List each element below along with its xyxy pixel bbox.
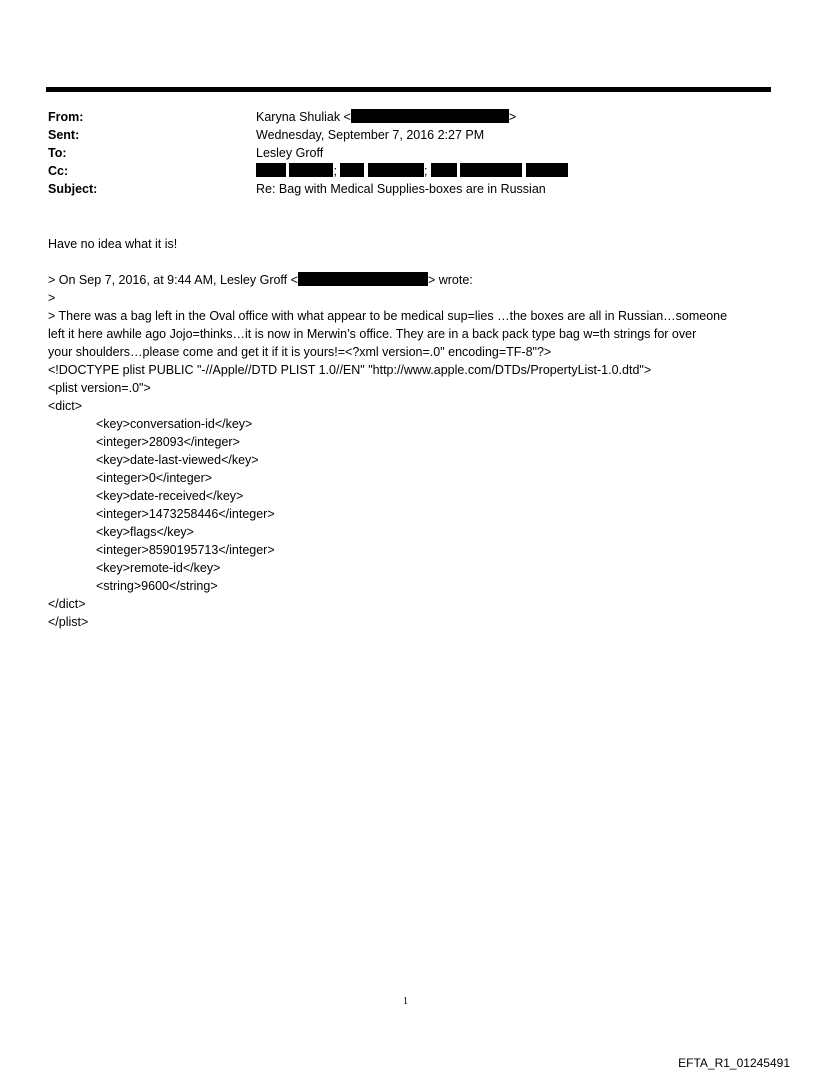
- redaction-bar: [368, 163, 424, 177]
- plist-line: <integer>8590195713</integer>: [96, 543, 275, 557]
- plist-close: </plist>: [48, 615, 89, 629]
- from-close: >: [508, 110, 517, 124]
- quote-line: > There was a bag left in the Oval office with what appear to be medical sup=lies …the boxes are all in Russian…someone: [48, 309, 728, 323]
- cc-label: Cc:: [48, 164, 69, 178]
- cc-separator: ;: [423, 164, 428, 178]
- cc-separator: ;: [333, 164, 337, 178]
- from-name: Karyna Shuliak <: [256, 110, 351, 124]
- quote-blank: >: [48, 291, 56, 305]
- redaction-bar: [298, 272, 428, 286]
- from-label: From:: [48, 110, 84, 124]
- redaction-bar: [340, 163, 364, 177]
- redaction-bar: [460, 163, 522, 177]
- from-value: [256, 108, 516, 126]
- plist-line: <key>date-received</key>: [96, 489, 244, 503]
- redaction-bar: [351, 109, 509, 123]
- bates-number: EFTA_R1_01245491: [678, 1056, 790, 1070]
- dict-open: <dict>: [48, 399, 83, 413]
- plist-line: <key>remote-id</key>: [96, 561, 221, 575]
- redaction-bar: [289, 163, 333, 177]
- quote-intro-post: > wrote:: [427, 273, 473, 287]
- plist-line: <integer>1473258446</integer>: [96, 507, 275, 521]
- reply-text: Have no idea what it is!: [48, 237, 178, 251]
- to-label: To:: [48, 146, 67, 160]
- subject-value: Re: Bag with Medical Supplies-boxes are in Russian: [256, 182, 546, 196]
- dict-close: </dict>: [48, 597, 86, 611]
- cc-value: [256, 162, 568, 180]
- plist-line: <string>9600</string>: [96, 579, 218, 593]
- quote-intro-pre: > On Sep 7, 2016, at 9:44 AM, Lesley Groff <: [48, 273, 298, 287]
- quote-line: left it here awhile ago Jojo=thinks…it is now in Merwin’s office. They are in a back pack type bag w=th strings for over: [48, 327, 697, 341]
- subject-label: Subject:: [48, 182, 98, 196]
- sent-value: Wednesday, September 7, 2016 2:27 PM: [256, 128, 485, 142]
- sent-label: Sent:: [48, 128, 80, 142]
- redaction-bar: [431, 163, 457, 177]
- plist-line: <key>flags</key>: [96, 525, 194, 539]
- plist-line: <integer>28093</integer>: [96, 435, 240, 449]
- header-rule: [46, 87, 771, 92]
- redaction-bar: [256, 163, 286, 177]
- quote-line: your shoulders…please come and get it if it is yours!=<?xml version=.0" encoding=TF-8"?>: [48, 345, 552, 359]
- page-number: 1: [403, 996, 408, 1007]
- plist-open: <plist version=.0">: [48, 381, 151, 395]
- plist-line: <key>conversation-id</key>: [96, 417, 253, 431]
- doctype-line: <!DOCTYPE plist PUBLIC "-//Apple//DTD PLIST 1.0//EN" "http://www.apple.com/DTDs/PropertyList-1.0.dtd">: [48, 363, 652, 377]
- quote-intro: [48, 271, 473, 289]
- plist-line: <integer>0</integer>: [96, 471, 213, 485]
- plist-line: <key>date-last-viewed</key>: [96, 453, 259, 467]
- redaction-bar: [526, 163, 568, 177]
- to-value: Lesley Groff: [256, 146, 324, 160]
